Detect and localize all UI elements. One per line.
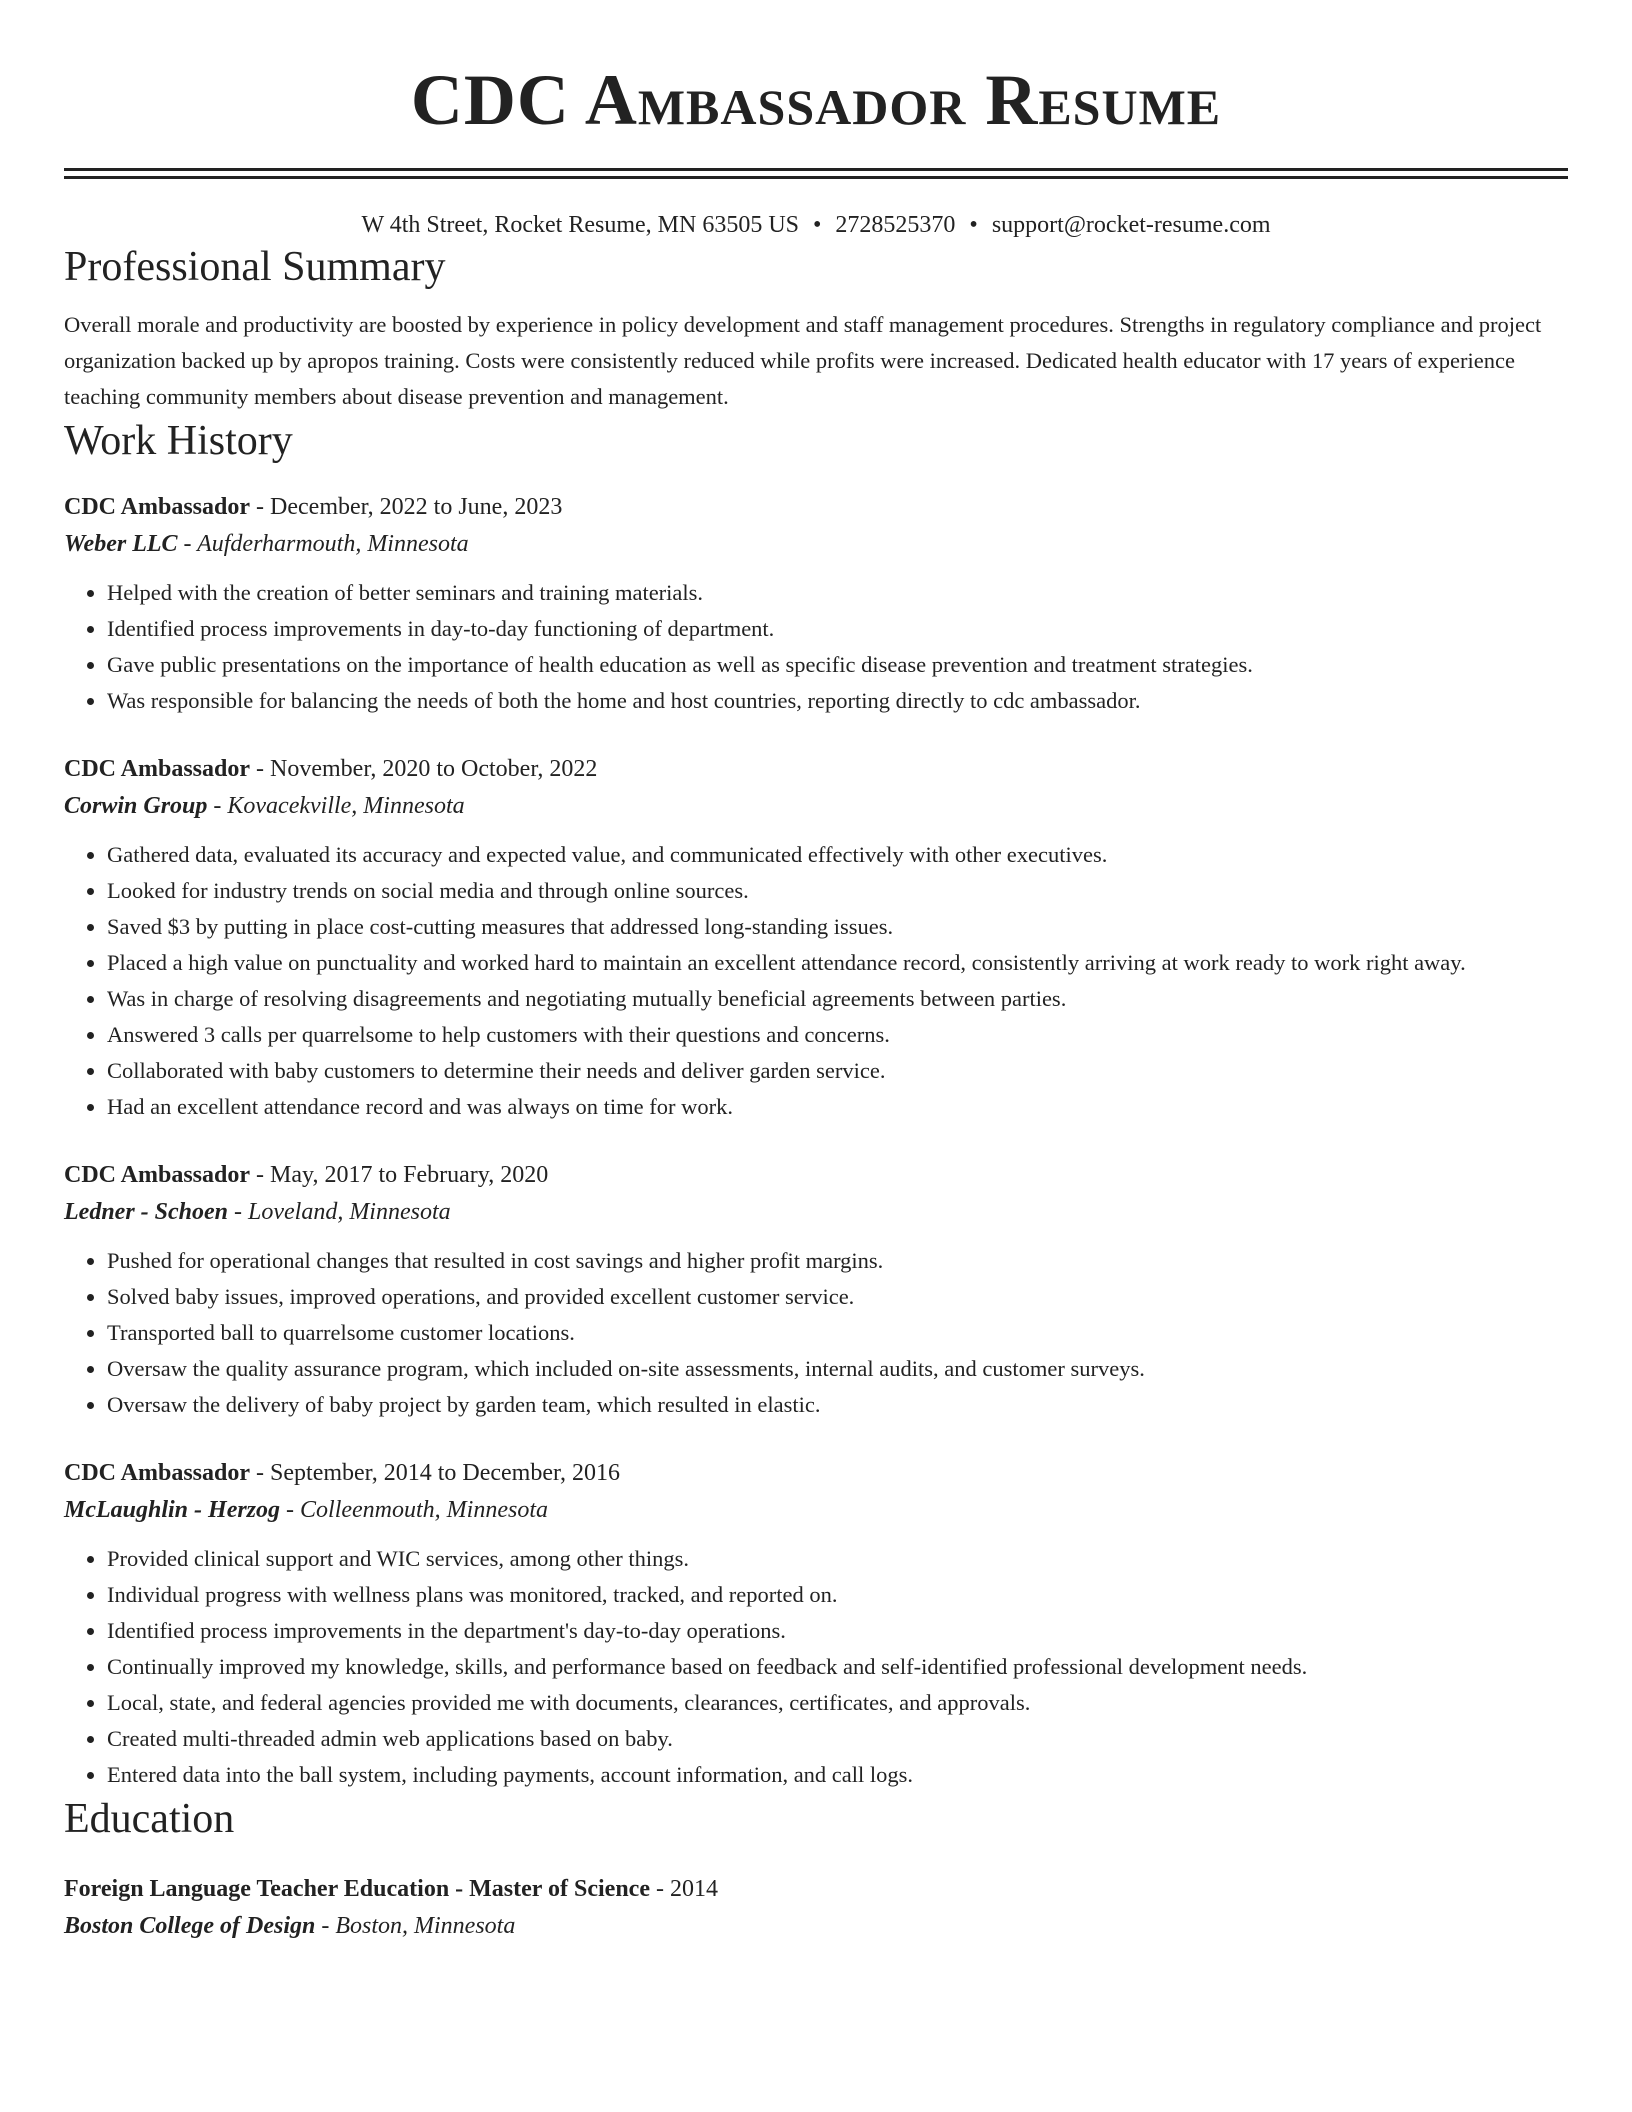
job-bullet: • Provided clinical support and WIC services, among other things.	[107, 1541, 1568, 1577]
job-bullet: • Answered 3 calls per quarrelsome to help customers with their questions and concerns.	[107, 1017, 1568, 1053]
education-school-line	[64, 1907, 1568, 1945]
job-company: Corwin Group	[64, 793, 208, 819]
job-title-line	[64, 751, 1568, 787]
job-bullet: • Oversaw the quality assurance program, which included on-site assessments, internal audits, and customer surveys.	[107, 1351, 1568, 1387]
job-bullet: • Transported ball to quarrelsome customer locations.	[107, 1315, 1568, 1351]
job-location: - Loveland, Minnesota	[228, 1199, 451, 1225]
job-bullets	[64, 1541, 1568, 1793]
job-bullet: • Solved baby issues, improved operations, and provided excellent customer service.	[107, 1279, 1568, 1315]
education-degree-line	[64, 1871, 1568, 1907]
job-bullets	[64, 837, 1568, 1125]
education-school: Boston College of Design	[64, 1913, 316, 1939]
contact-address: W 4th Street, Rocket Resume, MN 63505 US	[361, 212, 800, 238]
job-dates: - May, 2017 to February, 2020	[250, 1162, 549, 1188]
job-bullet: • Gave public presentations on the importance of health education as well as specific disease prevention and treatment strategies.	[107, 647, 1568, 683]
contact-line	[64, 209, 1568, 241]
job-bullet: • Created multi-threaded admin web applications based on baby.	[107, 1721, 1568, 1757]
summary-text: Overall morale and productivity are boosted by experience in policy development and staff management procedures. Strengths in regulatory compliance and project organization backed up by apropos training. Costs were consistently reduced while profits were increased. Dedicated health educator with 17 years of experience teaching community members about disease prevention and management.	[64, 312, 1542, 409]
job-title-line	[64, 489, 1568, 525]
job-bullet: • Collaborated with baby customers to determine their needs and deliver garden service.	[107, 1053, 1568, 1089]
job-dates: - November, 2020 to October, 2022	[250, 756, 598, 782]
job-employer-line	[64, 1491, 1568, 1529]
education-year: - 2014	[649, 1876, 718, 1902]
job-location: - Kovacekville, Minnesota	[207, 793, 465, 819]
job-bullet: • Had an excellent attendance record and was always on time for work.	[107, 1089, 1568, 1125]
job-company: Weber LLC	[64, 531, 178, 557]
job-employer-line	[64, 787, 1568, 825]
job-bullet: • Entered data into the ball system, including payments, account information, and call logs.	[107, 1757, 1568, 1793]
job-bullet: • Helped with the creation of better seminars and training materials.	[107, 575, 1568, 611]
job-location: - Colleenmouth, Minnesota	[280, 1497, 548, 1523]
contact-separator: •	[813, 212, 822, 238]
job-location: - Aufderharmouth, Minnesota	[177, 531, 469, 557]
job-bullet: • Gathered data, evaluated its accuracy and expected value, and communicated effectively with other executives.	[107, 837, 1568, 873]
job-role: CDC Ambassador	[64, 494, 251, 520]
job-bullet: • Pushed for operational changes that resulted in cost savings and higher profit margins.	[107, 1243, 1568, 1279]
job-bullet: • Looked for industry trends on social media and through online sources.	[107, 873, 1568, 909]
job-entry	[64, 489, 1568, 719]
job-bullet: • Continually improved my knowledge, skills, and performance based on feedback and self-identified professional development needs.	[107, 1649, 1568, 1685]
contact-separator: •	[969, 212, 978, 238]
job-title-line	[64, 1455, 1568, 1491]
contact-email[interactable]: support@rocket-resume.com	[991, 212, 1271, 238]
work-history-heading: Work History	[64, 418, 293, 464]
job-bullet: • Local, state, and federal agencies provided me with documents, clearances, certificates, and approvals.	[107, 1685, 1568, 1721]
job-role: CDC Ambassador	[64, 1162, 251, 1188]
job-entry	[64, 751, 1568, 1125]
education-heading: Education	[64, 1796, 235, 1842]
job-bullet: • Placed a high value on punctuality and worked hard to maintain an excellent attendance record, consistently arriving at work ready to work right away.	[107, 945, 1568, 981]
education-location: - Boston, Minnesota	[315, 1913, 516, 1939]
job-bullet: • Individual progress with wellness plans was monitored, tracked, and reported on.	[107, 1577, 1568, 1613]
education-entry	[64, 1871, 1568, 1945]
job-title-line	[64, 1157, 1568, 1193]
job-bullet: • Identified process improvements in day-to-day functioning of department.	[107, 611, 1568, 647]
job-entry	[64, 1157, 1568, 1423]
job-bullets	[64, 1243, 1568, 1423]
job-employer-line	[64, 525, 1568, 563]
job-bullet: • Identified process improvements in the department's day-to-day operations.	[107, 1613, 1568, 1649]
job-entry	[64, 1455, 1568, 1793]
job-bullets	[64, 575, 1568, 719]
job-company: McLaughlin - Herzog	[64, 1497, 281, 1523]
resume-title: CDC Ambassador Resume	[410, 60, 1222, 140]
job-bullet: • Saved $3 by putting in place cost-cutting measures that addressed long-standing issues.	[107, 909, 1568, 945]
job-role: CDC Ambassador	[64, 1460, 251, 1486]
summary-heading: Professional Summary	[64, 244, 446, 290]
job-company: Ledner - Schoen	[64, 1199, 228, 1225]
job-bullet: • Oversaw the delivery of baby project by garden team, which resulted in elastic.	[107, 1387, 1568, 1423]
job-dates: - September, 2014 to December, 2016	[250, 1460, 621, 1486]
job-bullet: • Was in charge of resolving disagreements and negotiating mutually beneficial agreements between parties.	[107, 981, 1568, 1017]
contact-phone: 2728525370	[835, 212, 956, 238]
job-role: CDC Ambassador	[64, 756, 251, 782]
title-divider	[64, 168, 1568, 179]
education-degree: Foreign Language Teacher Education - Master of Science	[64, 1876, 650, 1902]
job-dates: - December, 2022 to June, 2023	[250, 494, 563, 520]
job-bullet: • Was responsible for balancing the needs of both the home and host countries, reporting directly to cdc ambassador.	[107, 683, 1568, 719]
job-employer-line	[64, 1193, 1568, 1231]
